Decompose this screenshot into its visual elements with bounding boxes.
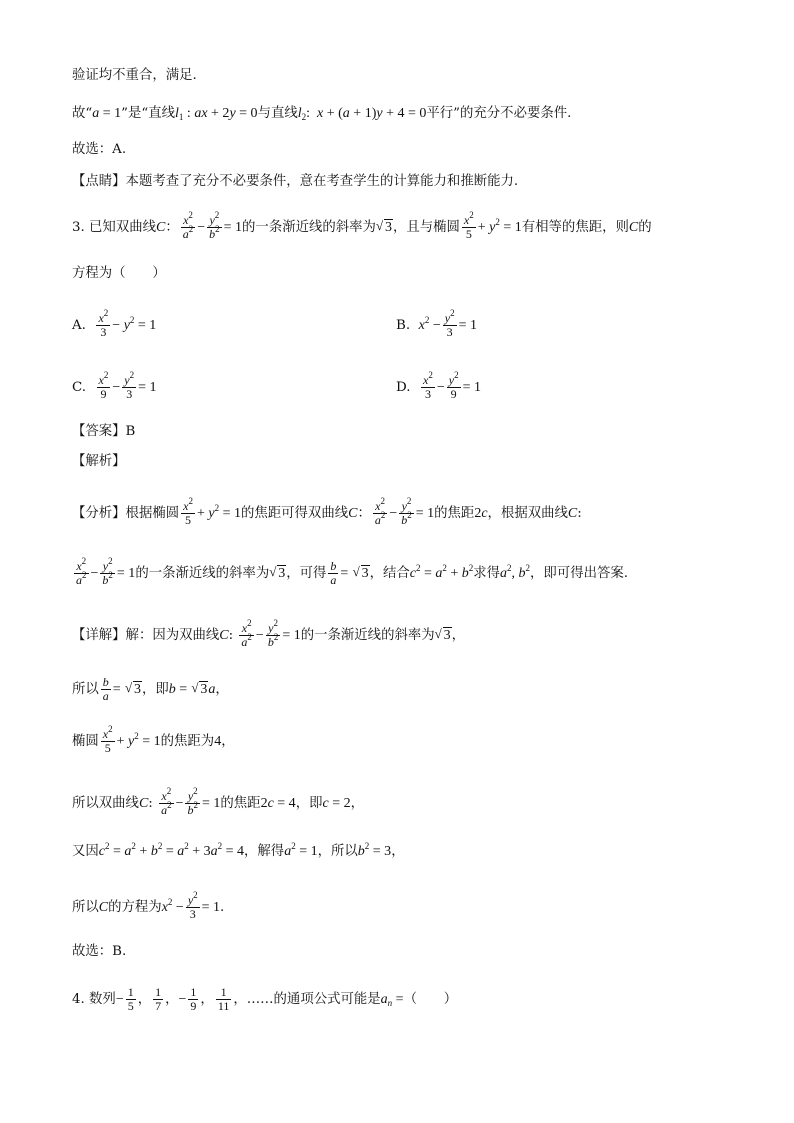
detail-line: 所以C的方程为$x^2$ − $\frac{y^2}{3}$ = 1. <box>72 890 225 921</box>
text: ， <box>221 734 235 749</box>
text: 又因 <box>72 844 99 859</box>
text-line <box>72 66 197 86</box>
text: （ ） <box>403 992 458 1007</box>
text: 故选：A. <box>72 142 127 157</box>
text: 4. 数列 <box>72 992 116 1007</box>
text: ，结合 <box>369 566 410 581</box>
text: 【分析】根据椭圆 <box>72 506 180 521</box>
text: 的焦距 <box>434 506 475 521</box>
option-a[interactable]: A. $\frac{x^2}{3}$ − $y^2 = 1$ <box>72 308 157 339</box>
text: ，解得 <box>244 844 285 859</box>
text: ， <box>215 682 229 697</box>
text: 的一条渐近线的斜率为 <box>135 566 270 581</box>
analysis-heading <box>72 452 126 472</box>
detail-line: 所以 $\frac{b}{a}$ = √ 3，即b = √ 3a， <box>72 675 229 703</box>
text: 的一条渐近线的斜率为 <box>242 220 376 235</box>
text: 与直线 <box>257 106 298 121</box>
option-label: A. <box>72 318 86 333</box>
text: ，可得 <box>286 566 327 581</box>
text: ，根据双曲线 <box>487 506 568 521</box>
analysis-line: $\frac{x^2}{a^2}$ − $\frac{y^2}{b^2}$ = 1的一条渐近线的斜率为 √ 3，可得 $\frac{b}{a}$ = √ 3，结合$c^2 = a^2 + b^2$求得$a^2$, $b^2$，即可得出答案. <box>76 556 629 587</box>
text: 所以 <box>72 682 99 697</box>
text: 【点睛】本题考查了充分不必要条件，意在考查学生的计算能力和推断能力. <box>72 174 519 189</box>
math: a = 1 <box>92 106 122 121</box>
text: 【解析】 <box>72 454 126 469</box>
text: ，即可得出答案. <box>530 566 629 581</box>
text: 求得 <box>473 566 501 581</box>
option-c[interactable]: C. $\frac{x^2}{9}$ − $\frac{y^2}{3}$ = 1 <box>72 370 157 401</box>
answer-line <box>72 422 135 442</box>
text: 的焦距为 <box>160 734 215 749</box>
text: 椭圆 <box>72 734 99 749</box>
text: 所以 <box>72 900 99 915</box>
text: 3. 已知双曲线 <box>72 220 156 235</box>
option-d[interactable]: D. $\frac{x^2}{3}$ − $\frac{y^2}{9}$ = 1 <box>396 370 481 401</box>
text: 故“ <box>72 106 93 121</box>
text: 的一条渐近线的斜率为 <box>300 628 435 643</box>
text: ，所以 <box>317 844 358 859</box>
text: 的 <box>638 220 652 235</box>
option-label: D. <box>396 380 411 395</box>
question-3: 3. 已知双曲线C： $\frac{x^2}{a^2}$ − $\frac{y^2}{b^2}$ = 1的一条渐近线的斜率为 √ 3，且与椭圆 $\frac{x^2}{5}$ + $y^2 = 1$有相等的焦距，则C的 <box>72 210 652 241</box>
text-line <box>72 140 126 160</box>
math: $l_1$ : ax + 2y = 0 <box>175 106 258 122</box>
text: 有相等的焦距，则 <box>521 220 629 235</box>
text: 平行”的充分不必要条件. <box>426 106 572 121</box>
text-line <box>72 104 571 124</box>
math: $l_2$: x + (a + 1)y + 4 = 0 <box>297 106 427 122</box>
detail-line: 椭圆 $\frac{x^2}{5}$ + $y^2 = 1$的焦距为4， <box>72 724 235 755</box>
text: 所以双曲线 <box>72 796 139 811</box>
fraction: $\frac{x^2}{5}$ <box>463 210 474 241</box>
question-4: 4. 数列− $\frac{1}{5}$ ， $\frac{1}{7}$ ，− $\frac{1}{9}$ ， $\frac{1}{11}$ ，……的通项公式可能是$a_n$ =（ ） <box>72 985 458 1013</box>
text: ，即 <box>141 682 169 697</box>
fraction: $\frac{x^2}{a^2}$ <box>182 210 194 241</box>
option-label: B. <box>396 318 411 333</box>
text: 的焦距 <box>220 796 261 811</box>
text-line <box>72 942 126 962</box>
text: ，且与椭圆 <box>392 220 460 235</box>
text: 【详解】解：因为双曲线 <box>72 628 220 643</box>
option-b[interactable]: B. $x^2$ − $\frac{y^2}{3}$ = 1 <box>396 308 477 339</box>
text: ，即 <box>295 796 323 811</box>
text: ， <box>451 628 466 643</box>
sqrt: √ 3 <box>375 218 392 235</box>
text: 验证均不重合，满足. <box>72 68 197 83</box>
text: ”是“直线 <box>121 106 176 121</box>
text: 方程为（ ） <box>72 266 166 281</box>
text: 的方程为 <box>108 900 162 915</box>
text: ，……的通项公式可能是 <box>233 992 381 1007</box>
text: ， <box>350 796 364 811</box>
text: 故选：B. <box>72 944 127 959</box>
option-label: C. <box>72 380 87 395</box>
text-line <box>72 264 166 284</box>
text-line <box>72 172 518 192</box>
analysis-line: 【分析】根据椭圆 $\frac{x^2}{5}$ + $y^2 = 1$的焦距可得双曲线C： $\frac{x^2}{a^2}$ − $\frac{y^2}{b^2}$ = 1的焦距2c，根据双曲线C: <box>72 496 582 527</box>
text: ， <box>391 844 405 859</box>
fraction: $\frac{y^2}{b^2}$ <box>209 210 220 241</box>
text: . <box>220 900 225 915</box>
detail-line: 又因$c^2 = a^2 + b^2 = a^2 + 3a^2 = 4$，解得$a^2 = 1$，所以$b^2 = 3$， <box>72 841 405 859</box>
answer: 【答案】B <box>72 424 136 439</box>
detail-line: 【详解】解：因为双曲线C: $\frac{x^2}{a^2}$ − $\frac{y^2}{b^2}$ = 1的一条渐近线的斜率为 √ 3， <box>72 618 466 649</box>
math: C <box>156 220 166 235</box>
detail-line: 所以双曲线C: $\frac{x^2}{a^2}$ − $\frac{y^2}{b^2}$ = 1的焦距2c = 4，即c = 2， <box>72 786 364 817</box>
text: 的焦距可得双曲线 <box>240 506 349 521</box>
